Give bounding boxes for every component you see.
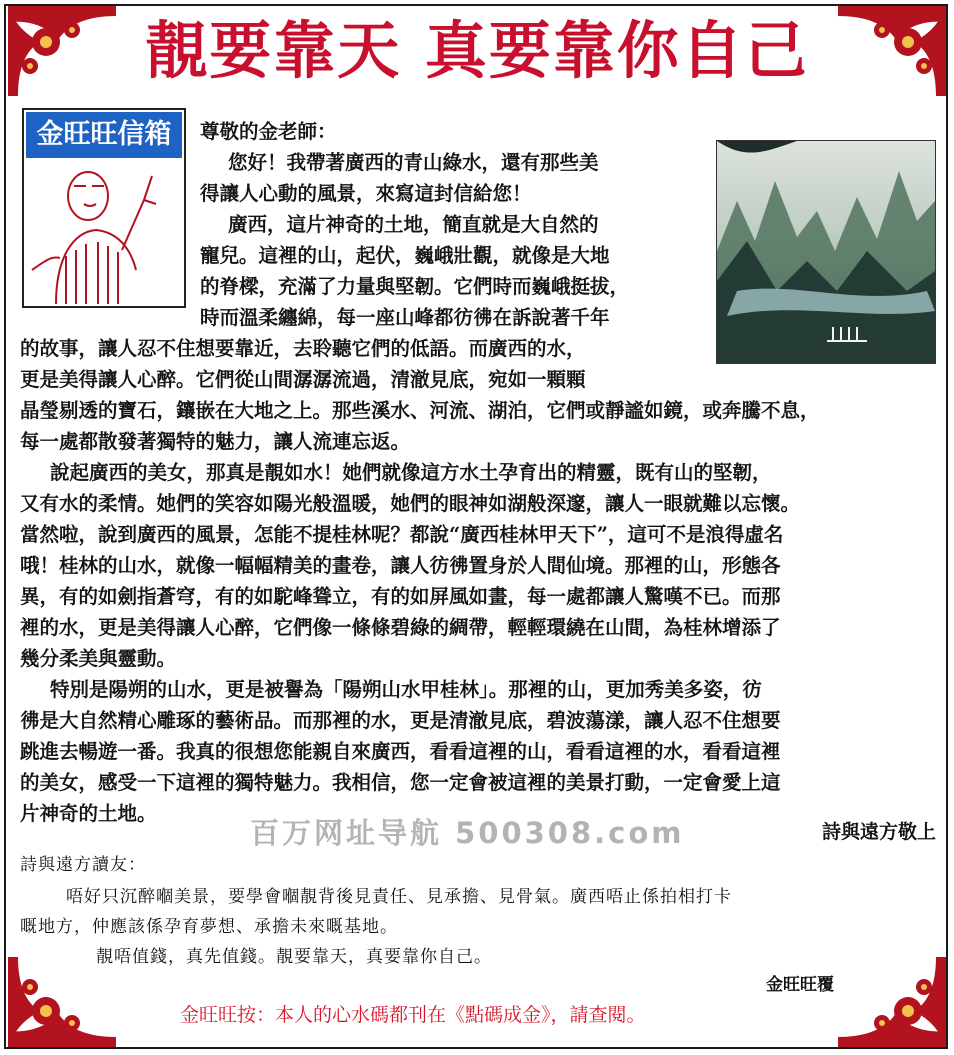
corner-ornament-icon — [838, 957, 946, 1047]
letter-greeting: 尊敬的金老師： — [200, 120, 337, 143]
reply-line: 唔好只沉醉嗰美景，要學會嗰靚背後見責任、見承擔、見骨氣。廣西唔止係拍相打卡 — [66, 887, 732, 907]
letter-line: 寵兒。這裡的山，起伏，巍峨壯觀，就像是大地 — [200, 244, 610, 267]
letter-line: 廣西，這片神奇的土地，簡直就是大自然的 — [228, 213, 599, 236]
letter-line: 每一處都散發著獨特的魅力，讓人流連忘返。 — [20, 430, 411, 453]
letter-line: 彿是大自然精心雕琢的藝術品。而那裡的水，更是清澈見底，碧波蕩漾，讓人忍不住想要 — [20, 709, 781, 732]
letter-line: 又有水的柔情。她們的笑容如陽光般溫暖，她們的眼神如湖般深邃，讓人一眼就難以忘懷。 — [20, 492, 801, 515]
letter-line: 您好！我帶著廣西的青山綠水，還有那些美 — [228, 151, 599, 174]
letter-line: 得讓人心動的風景，來寫這封信給您！ — [200, 182, 532, 205]
corner-ornament-icon — [838, 6, 946, 96]
letter-line: 的美女，感受一下這裡的獨特魅力。我相信，您一定會被這裡的美景打動，一定會愛上這 — [20, 771, 781, 794]
corner-ornament-icon — [8, 6, 116, 96]
letter-line: 更是美得讓人心醉。它們從山間潺潺流過，清澈見底，宛如一顆顆 — [20, 368, 586, 391]
mailbox-logo — [22, 108, 186, 308]
letter-line: 的故事，讓人忍不住想要靠近，去聆聽它們的低語。而廣西的水， — [20, 337, 586, 360]
mailbox-label: 金旺旺信箱 — [26, 112, 182, 158]
reply-line: 靚唔值錢，真先值錢。靚要靠天，真要靠你自己。 — [96, 947, 492, 967]
letter-line: 裡的水，更是美得讓人心醉，它們像一條條碧綠的綢帶，輕輕環繞在山間，為桂林增添了 — [20, 616, 781, 639]
letter-line: 哦！桂林的山水，就像一幅幅精美的畫卷，讓人彷彿置身於人間仙境。那裡的山，形態各 — [20, 554, 781, 577]
letter-line: 幾分柔美與靈動。 — [20, 647, 177, 670]
letter-line: 說起廣西的美女，那真是靚如水！她們就像這方水土孕育出的精靈，既有山的堅韌， — [50, 461, 772, 484]
letter-line: 片神奇的土地。 — [20, 802, 157, 825]
footer-note: 金旺旺按：本人的心水碼都刊在《點碼成金》，請查閱。 — [180, 1004, 646, 1026]
watermark: 百万网址导航 500308.com — [250, 816, 685, 850]
teacher-illustration-icon — [26, 160, 182, 304]
letter-signoff: 詩與遠方敬上 — [821, 821, 936, 843]
letter-line: 當然啦，說到廣西的風景，怎能不提桂林呢？都說“廣西桂林甲天下”，這可不是浪得虛名 — [20, 523, 784, 546]
letter-line: 異，有的如劍指蒼穹，有的如駝峰聳立，有的如屏風如畫，每一處都讓人驚嘆不已。而那 — [20, 585, 781, 608]
reply-signature: 金旺旺覆 — [766, 975, 834, 995]
letter-line: 的脊樑，充滿了力量與堅韌。它們時而巍峨挺拔， — [200, 275, 630, 298]
letter-line: 時而溫柔纏綿，每一座山峰都彷彿在訴說著千年 — [200, 306, 610, 329]
letter-line: 晶瑩剔透的寶石，鑲嵌在大地之上。那些溪水、河流、湖泊，它們或靜謐如鏡，或奔騰不息， — [20, 399, 820, 422]
letter-line: 跳進去暢遊一番。我真的很想您能親自來廣西，看看這裡的山，看看這裡的水，看看這裡 — [20, 740, 781, 763]
page-title: 靚要靠天 真要靠你自己 — [145, 14, 809, 87]
reply-line: 嘅地方，仲應該係孕育夢想、承擔未來嘅基地。 — [20, 917, 398, 937]
landscape-painting — [716, 140, 936, 364]
letter-line: 特別是陽朔的山水，更是被譽為「陽朔山水甲桂林」。那裡的山，更加秀美多姿，彷 — [50, 678, 762, 701]
reply-greeting: 詩與遠方讀友： — [20, 855, 146, 875]
